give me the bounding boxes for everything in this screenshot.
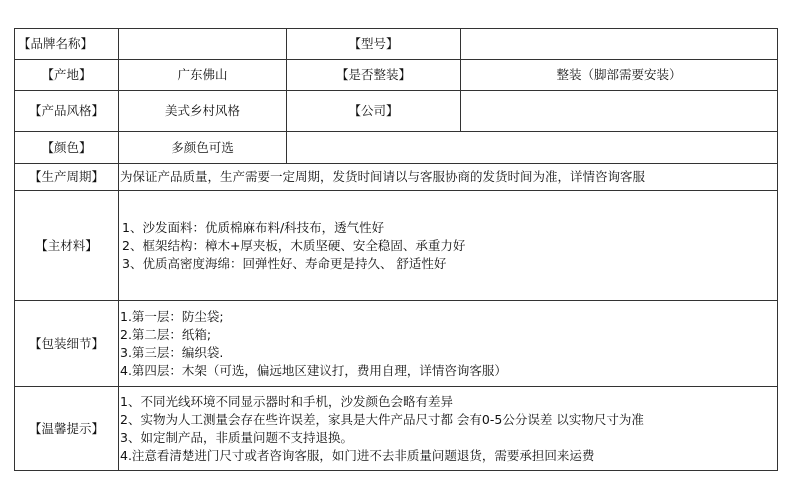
- materials-label: 【主材料】: [15, 191, 119, 301]
- packaging-label: 【包装细节】: [15, 301, 119, 387]
- materials-line-2: 2、框架结构：樟木+厚夹板，木质坚硬、安全稳固、承重力好: [122, 237, 466, 253]
- model-value: [461, 29, 778, 60]
- tips-line-3: 3、如定制产品，非质量问题不支持退换。: [120, 429, 353, 445]
- style-label: 【产品风格】: [15, 91, 119, 132]
- packaging-line-3: 3.第三层：编织袋.: [120, 344, 224, 360]
- row-cycle: [15, 164, 778, 191]
- packaging-line-1: 1.第一层：防尘袋;: [120, 308, 224, 324]
- company-label: 【公司】: [287, 91, 461, 132]
- color-empty-cell: [287, 132, 778, 164]
- row-tips: [15, 387, 778, 471]
- tips-value: [119, 387, 778, 471]
- materials-value: [119, 191, 778, 301]
- tips-label: 【温馨提示】: [15, 387, 119, 471]
- color-label: 【颜色】: [15, 132, 119, 164]
- assembly-label: 【是否整装】: [287, 60, 461, 91]
- product-spec-table: [14, 28, 778, 471]
- row-brand-model: [15, 29, 778, 60]
- row-color: [15, 132, 778, 164]
- materials-line-3: 3、优质高密度海绵：回弹性好、寿命更是持久、 舒适性好: [122, 255, 447, 271]
- cycle-label: 【生产周期】: [15, 164, 119, 191]
- assembly-value: 整装（脚部需要安装）: [461, 60, 778, 91]
- company-value: [461, 91, 778, 132]
- packaging-value: [119, 301, 778, 387]
- brand-label: 【品牌名称】: [15, 29, 119, 60]
- materials-line-1: 1、沙发面料：优质棉麻布料/科技布，透气性好: [122, 219, 385, 235]
- row-style-company: [15, 91, 778, 132]
- row-origin-assembly: [15, 60, 778, 91]
- row-packaging: [15, 301, 778, 387]
- model-label: 【型号】: [287, 29, 461, 60]
- origin-label: 【产地】: [15, 60, 119, 91]
- tips-line-1: 1、不同光线环境不同显示器时和手机，沙发颜色会略有差异: [120, 393, 453, 409]
- brand-value: [119, 29, 287, 60]
- packaging-line-2: 2.第二层：纸箱;: [120, 326, 212, 342]
- style-value: 美式乡村风格: [119, 91, 287, 132]
- packaging-line-4: 4.第四层：木架（可选，偏远地区建议打，费用自理，详情咨询客服）: [120, 362, 507, 378]
- tips-line-2: 2、实物为人工测量会存在些许误差，家具是大件产品尺寸都 会有0-5公分误差 以实物尺寸为准: [120, 411, 644, 427]
- color-value: 多颜色可选: [119, 132, 287, 164]
- row-materials: [15, 191, 778, 301]
- tips-line-4: 4.注意看清楚进门尺寸或者咨询客服，如门进不去非质量问题退货，需要承担回来运费: [120, 447, 595, 463]
- cycle-value: 为保证产品质量，生产需要一定周期，发货时间请以与客服协商的发货时间为准，详情咨询客服: [119, 164, 778, 191]
- origin-value: 广东佛山: [119, 60, 287, 91]
